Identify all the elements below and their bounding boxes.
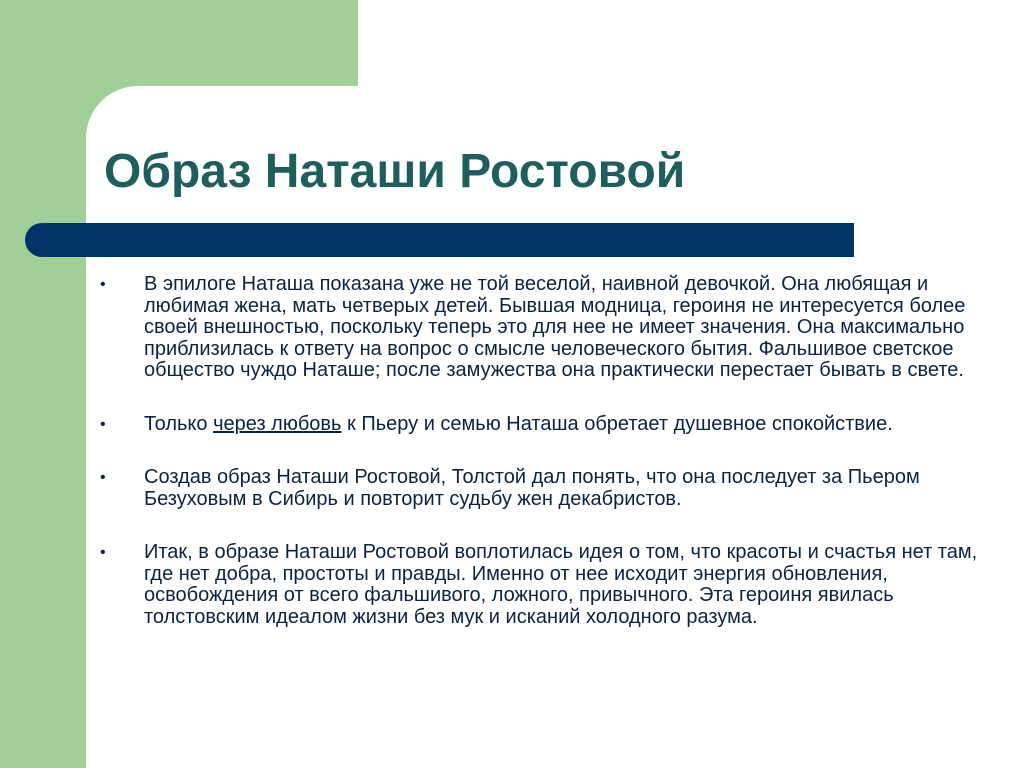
bullet-text: Создав образ Наташи Ростовой, Толстой дал понять, что она последует за Пьером Безуховым в Сибирь и повторит судьбу жен декабристов.	[144, 466, 920, 510]
bullet-dot-icon: •	[100, 276, 106, 293]
bullet-text-before: Только	[144, 412, 214, 435]
bullet-text: Итак, в образе Наташи Ростовой воплотилась идея о том, что красоты и счастья нет там, где нет добра, простоты и правды. Именно от нее исходит энергия обновления, освобождения от всего фальшивого, ложного, привычного. Эта героиня явилась толстовским идеалом жизни без мук и исканий холодного разума.	[144, 541, 978, 628]
slide-title: Образ Наташи Ростовой	[104, 145, 686, 198]
bullet-dot-icon: •	[100, 469, 106, 486]
title-underline-bar	[25, 223, 854, 257]
bullet-item-love	[100, 414, 1000, 436]
bullet-item-epilogue	[100, 274, 1000, 382]
bullet-list	[100, 274, 1000, 660]
bullet-dot-icon: •	[100, 544, 106, 561]
bullet-text-after: к Пьеру и семью Наташа обретает душевное спокойствие.	[341, 412, 893, 435]
bullet-text: В эпилоге Наташа показана уже не той веселой, наивной девочкой. Она любящая и любимая жена, мать четверых детей. Бывшая модница, героиня не интересуется более своей внешностью, поскольку теперь это для нее не имеет значения. Она максимально приблизилась к ответу на вопрос о смысле человеческого бытия. Фальшивое светское общество чуждо Наташе; после замужества она практически перестает бывать в свете.	[144, 273, 966, 381]
bullet-item-siberia	[100, 467, 1000, 510]
bullet-dot-icon: •	[100, 415, 106, 433]
bullet-item-ideal	[100, 542, 1000, 628]
through-love-link[interactable]: через любовь	[213, 412, 342, 435]
